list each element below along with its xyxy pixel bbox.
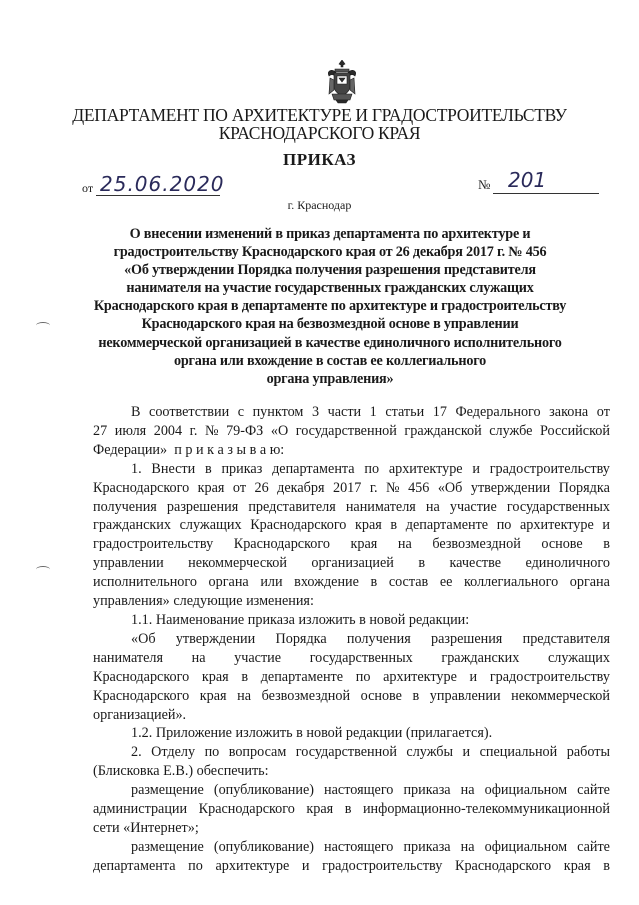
body-line: получения разрешения представителя нанимателя на участие государственных xyxy=(93,498,610,515)
handwritten-number: 201 xyxy=(508,168,547,192)
heading-line: Краснодарского края в департаменте по архитектуре и градостроительству xyxy=(93,298,567,315)
body-line: размещение (опубликование) настоящего приказа на официальном сайте xyxy=(131,838,610,855)
body-line: управления» следующие изменения: xyxy=(93,593,314,610)
body-line: 27 июля 2004 г. № 79-ФЗ «О государственной гражданской службе Российской xyxy=(93,422,610,439)
document-title: ПРИКАЗ xyxy=(283,150,356,169)
hole-punch-mark xyxy=(36,566,50,573)
heading-line: градостроительству Краснодарского края от 26 декабря 2017 г. № 456 xyxy=(113,244,547,261)
body-line: нанимателя на участие государственных гражданских служащих xyxy=(93,649,610,666)
body-line: Краснодарского края на безвозмездной основе в управлении некоммерческой xyxy=(93,687,610,704)
body-line: администрации Краснодарского края в информационно-телекоммуникационной xyxy=(93,801,610,818)
krasnodar-krai-coat-of-arms-icon xyxy=(326,60,358,104)
body-line: исполнительного органа или вхождение в состав ее коллегиального органа xyxy=(93,574,610,591)
body-line: градостроительству Краснодарского края на безвозмездной основе в xyxy=(93,536,610,553)
body-line: 2. Отделу по вопросам государственной службы и специальной работы xyxy=(131,744,610,761)
handwritten-date: 25.06.2020 xyxy=(100,172,225,196)
body-line: Краснодарского края в департаменте по архитектуре и градостроительству xyxy=(93,668,610,685)
hole-punch-mark xyxy=(36,322,50,329)
body-line: департамента по архитектуре и градостроительству Краснодарского края в xyxy=(93,857,610,874)
heading-line: «Об утверждении Порядка получения разрешения представителя xyxy=(124,262,536,279)
heading-line: некоммерческой организацией в качестве единоличного исполнительного xyxy=(98,334,562,351)
heading-line: Краснодарского края на безвозмездной основе в управлении xyxy=(141,316,519,333)
heading-line: органа управления» xyxy=(266,370,394,387)
body-line: 1. Внести в приказ департамента по архитектуре и градостроительству xyxy=(131,460,610,477)
body-line: В соответствии с пунктом 3 части 1 статьи 17 Федерального закона от xyxy=(131,404,610,420)
heading-line: нанимателя на участие государственных гражданских служащих xyxy=(126,280,534,297)
order-heading xyxy=(80,225,580,388)
date-label: от xyxy=(82,181,94,195)
body-line: (Блисковка Е.В.) обеспечить: xyxy=(93,763,269,780)
body-line: сети «Интернет»; xyxy=(93,819,199,836)
number-underline xyxy=(493,193,599,194)
department-name-line2: КРАСНОДАРСКОГО КРАЯ xyxy=(218,123,421,143)
body-line: организацией». xyxy=(93,706,187,723)
heading-line: О внесении изменений в приказ департамента по архитектуре и xyxy=(129,226,531,242)
department-name-line1: ДЕПАРТАМЕНТ ПО АРХИТЕКТУРЕ И ГРАДОСТРОИТЕЛЬСТВУ xyxy=(72,105,567,125)
number-label: № xyxy=(478,177,491,192)
body-line: размещение (опубликование) настоящего приказа на официальном сайте xyxy=(131,782,610,799)
body-line: 1.1. Наименование приказа изложить в новой редакции: xyxy=(131,611,470,628)
order-body xyxy=(93,403,610,876)
body-line: «Об утверждении Порядка получения разрешения представителя xyxy=(131,630,610,647)
body-line: Краснодарского края от 26 декабря 2017 г. № 456 «Об утверждении Порядка xyxy=(93,479,610,496)
body-line: 1.2. Приложение изложить в новой редакции (прилагается). xyxy=(131,725,493,742)
heading-line: органа или вхождение в состав ее коллегиального xyxy=(173,352,487,369)
body-line: управлении некоммерческой организацией в качестве единоличного xyxy=(93,555,610,572)
city: г. Краснодар xyxy=(287,198,352,212)
body-line: гражданских служащих Краснодарского края в департаменте по архитектуре и xyxy=(93,517,610,534)
body-line: Федерации» п р и к а з ы в а ю: xyxy=(93,441,285,458)
